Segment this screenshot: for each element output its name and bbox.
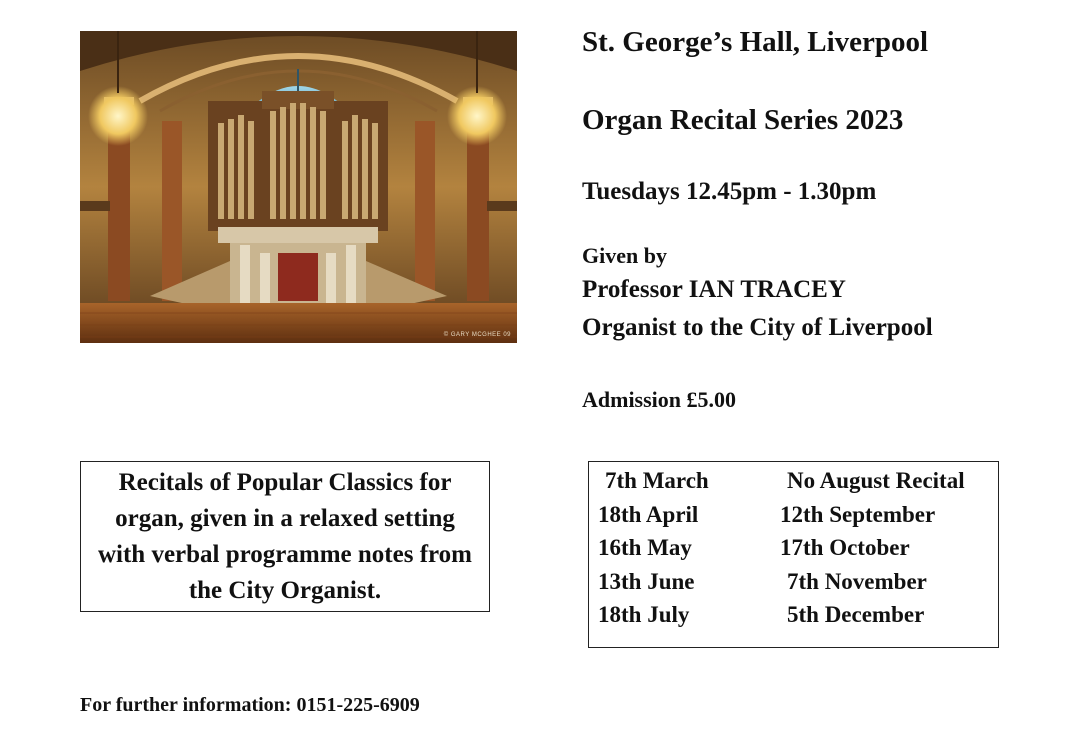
organ-hall-photo xyxy=(80,31,517,343)
description-box xyxy=(80,461,490,612)
organ-hall-illustration xyxy=(80,31,517,343)
venue-title: St. George’s Hall, Liverpool xyxy=(582,26,929,58)
date-right-3: 17th October xyxy=(780,535,910,560)
date-left-1: 7th March xyxy=(605,468,709,493)
date-left-3: 16th May xyxy=(598,535,692,560)
date-left-5: 18th July xyxy=(598,602,690,627)
dates-box xyxy=(588,461,999,648)
series-title: Organ Recital Series 2023 xyxy=(582,104,904,136)
date-right-4: 7th November xyxy=(787,569,927,594)
description-text: Recitals of Popular Classics for organ, given in a relaxed setting with verbal programme notes from the City Organist. xyxy=(97,468,472,604)
date-right-1: No August Recital xyxy=(787,468,965,493)
date-left-4: 13th June xyxy=(598,569,695,594)
recital-time: Tuesdays 12.45pm - 1.30pm xyxy=(582,178,877,205)
date-right-2: 12th September xyxy=(780,502,936,527)
photo-credit: © GARY MCGHEE 09 xyxy=(443,332,511,338)
date-left-2: 18th April xyxy=(598,502,699,527)
performer-role: Organist to the City of Liverpool xyxy=(582,314,933,341)
admission-price: Admission £5.00 xyxy=(582,387,737,412)
contact-info: For further information: 0151-225-6909 xyxy=(80,694,420,716)
performer-name: Professor IAN TRACEY xyxy=(582,276,846,303)
given-by-label: Given by xyxy=(582,243,667,268)
date-right-5: 5th December xyxy=(787,602,925,627)
